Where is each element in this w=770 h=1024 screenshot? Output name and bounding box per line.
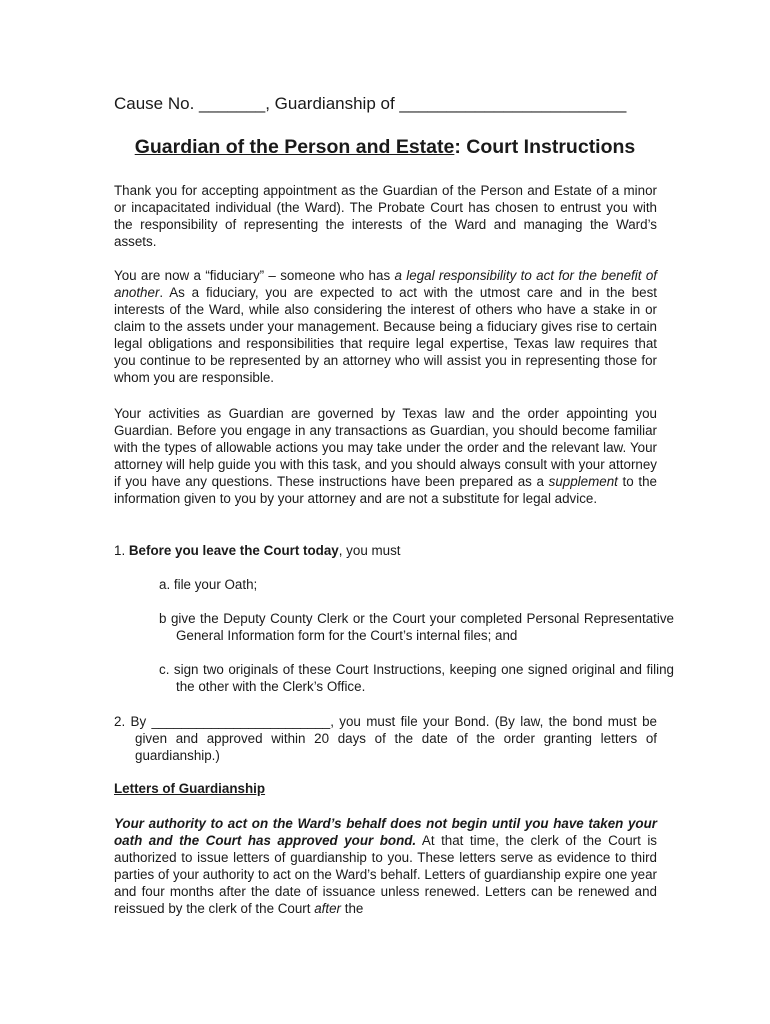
paragraph-thanks: Thank you for accepting appointment as the Guardian of the Person and Estate of a minor or incapacitated individual (the Ward). The Probate Court has chosen to entrust you with the responsibility of representing the interests of the Ward and managing the Ward’s assets. — [114, 183, 657, 249]
item-1-rest: , you must — [338, 543, 401, 558]
letters-rest: At that time, the clerk of the Court is authorized to issue letters of guardianship to you. These letters serve as evidence to third parties of your authority to act on the Ward’s behalf. Letters of guardianship expire one year and four months after the date of issuance unless renewed. Letters can be renewed and reissued by the clerk of the Court — [114, 833, 657, 916]
letters-bold-italic: Your authority to act on the Ward’s behalf does not begin until you have taken your oath and the Court has approved your bond. — [114, 816, 657, 848]
item-1-bold: Before you leave the Court today — [128, 543, 339, 558]
letters-after: after — [314, 901, 342, 916]
paragraph-fiduciary — [114, 267, 657, 386]
item-2: 2. By ________________________, you must file your Bond. (By law, the bond must be given and approved within 20 days of the date of the order granting letters of guardianship.) — [114, 714, 657, 763]
item-1b: b give the Deputy County Clerk or the Court your completed Personal Representative General Information form for the Court’s internal files; and — [159, 611, 674, 643]
cause-line: Cause No. _______, Guardianship of ________________________ — [114, 94, 627, 113]
item-1 — [114, 542, 657, 559]
letters-tail: the — [341, 901, 364, 916]
activities-italic: supplement — [548, 474, 618, 489]
title-rest: : Court Instructions — [454, 136, 636, 158]
paragraph-letters — [114, 815, 657, 917]
letters-heading: Letters of Guardianship — [114, 781, 266, 796]
item-1-number: 1. — [114, 543, 129, 558]
title-underlined: Guardian of the Person and Estate — [134, 136, 455, 158]
item-1a: a. file your Oath; — [159, 577, 258, 592]
fiduciary-italic: a legal responsibility to act for the benefit of another — [114, 268, 657, 300]
paragraph-activities — [114, 405, 657, 507]
fiduciary-rest: . As a fiduciary, you are expected to act with the utmost care and in the best interests of the Ward, while also considering the interest of others who have a stake in or claim to the assets under your management. Because being a fiduciary gives rise to certain legal obligations and responsibilities that require legal expertise, Texas law requires that you continue to be represented by an attorney who will assist you in representing those for whom you are responsible. — [114, 285, 657, 385]
activities-rest: to the information given to you by your attorney and are not a substitute for legal advice. — [114, 474, 657, 506]
fiduciary-lead: You are now a “fiduciary” – someone who has — [114, 268, 395, 283]
page-title — [0, 136, 770, 159]
activities-lead: Your activities as Guardian are governed by Texas law and the order appointing you Guardian. Before you engage in any transactions as Guardian, you should become familiar with the types of allowable actions you may take under the order and the relevant law. Your attorney will help guide you with this task, and you should always consult with your attorney if you have any questions. These instructions have been prepared as a — [114, 406, 657, 489]
item-1c: c. sign two originals of these Court Instructions, keeping one signed original and filing the other with the Clerk’s Office. — [159, 662, 674, 694]
